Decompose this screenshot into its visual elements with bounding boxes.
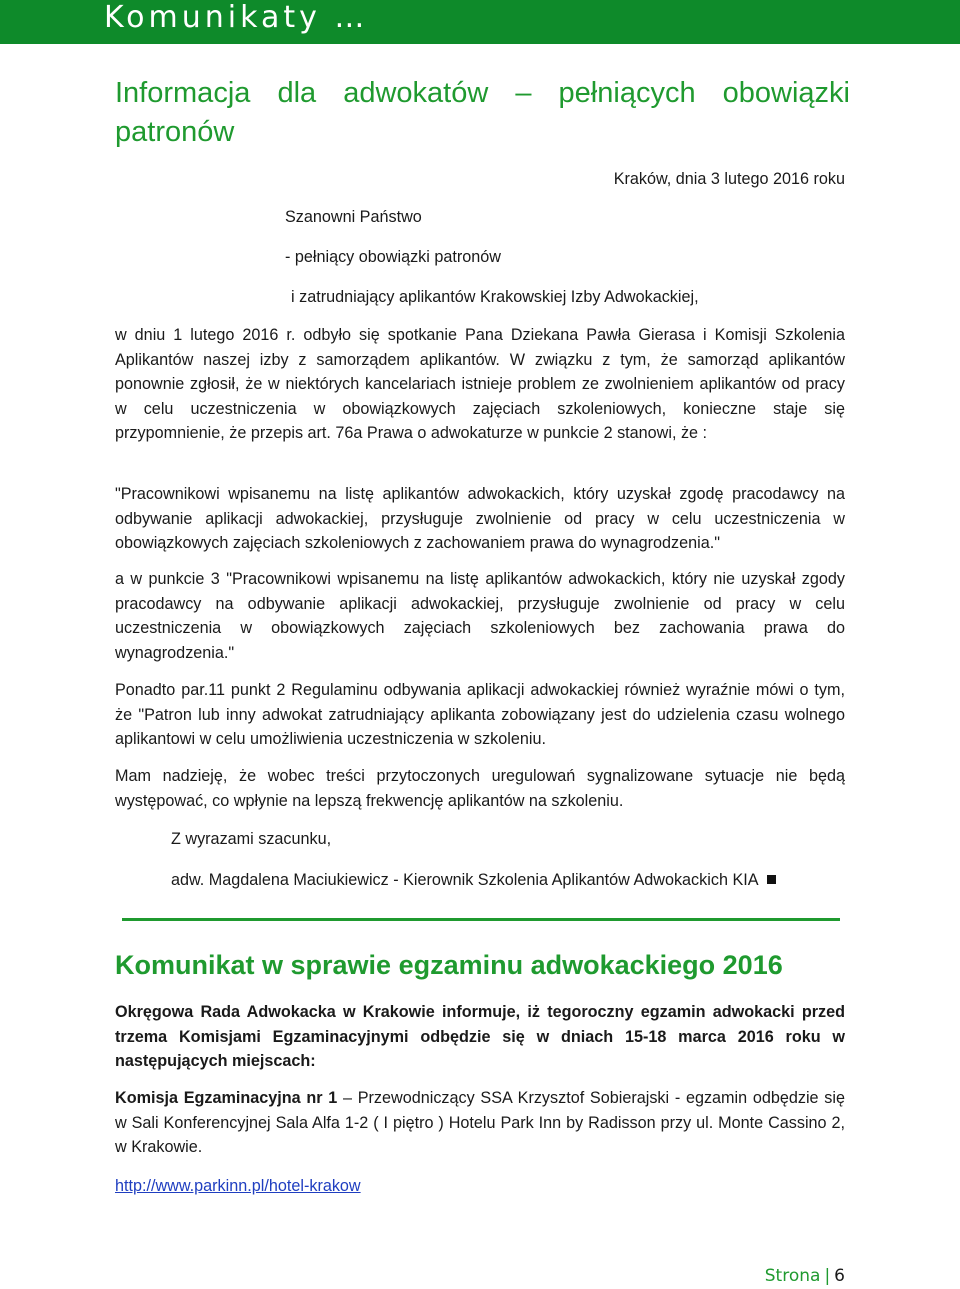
end-mark-icon xyxy=(767,875,776,884)
commission-paragraph xyxy=(115,1086,845,1160)
letter-date: Kraków, dnia 3 lutego 2016 roku xyxy=(613,170,845,188)
signature-text: adw. Magdalena Maciukiewicz - Kierownik Szkolenia Aplikantów Adwokackich KIA xyxy=(171,871,759,889)
article2-title: Komunikat w sprawie egzaminu adwokackiego 2016 xyxy=(115,950,783,980)
commission-label: Komisja Egzaminacyjna nr 1 xyxy=(115,1089,338,1107)
signature-line xyxy=(171,868,776,893)
footer-label: Strona xyxy=(764,1266,821,1286)
header-title: Komunikaty … xyxy=(104,0,369,35)
paragraph-meeting: w dniu 1 lutego 2016 r. odbyło się spotkanie Pana Dziekana Pawła Gierasa i Komisji Szkolenia Aplikantów naszej izby z samorządem aplikantów. W związku z tym, że samorząd aplikantów ponownie zgłosił, że w niektórych kancelariach istnieje problem ze zwolnieniem aplikantów od pracy w celu uczestniczenia w obowiązkowych zajęciach szkoleniowych, konieczne staje się przypomnienie, że przepis art. 76a Prawa o adwokaturze w punkcie 2 stanowi, że : xyxy=(115,326,845,442)
exam-intro: Okręgowa Rada Adwokacka w Krakowie informuje, iż tegoroczny egzamin adwokacki przed trzema Komisjami Egzaminacyjnymi odbędzie się w dniach 15-18 marca 2016 roku w następujących miejscach: xyxy=(115,1003,845,1070)
quote-point-2: "Pracownikowi wpisanemu na listę aplikantów adwokackich, który uzyskał zgodę pracodawcy na odbywanie aplikacji adwokackiej, przysługuje zwolnienie od pracy w celu uczestniczenia w obowiązkowych zajęciach szkoleniowych z zachowaniem prawa do wynagrodzenia." xyxy=(115,485,845,552)
page-number: 6 xyxy=(834,1266,845,1286)
commission-text: – Przewodniczący SSA Krzysztof Sobierajski - egzamin odbędzie się w Sali Konferencyjnej Sala Alfa 1-2 ( I piętro ) Hotelu Park Inn by Radisson przy ul. Monte Cassino 2, w Krakowie. xyxy=(115,1089,845,1156)
section-divider xyxy=(122,918,840,921)
footer-separator: | xyxy=(824,1266,831,1286)
salutation-line2: - pełniący obowiązki patronów xyxy=(285,248,501,266)
paragraph-regulation: Ponadto par.11 punkt 2 Regulaminu odbywania aplikacji adwokackiej również wyraźnie mówi o tym, że "Patron lub inny adwokat zatrudniający aplikanta zobowiązany jest do udzielenia czasu wolnego aplikantowi w celu umożliwienia uczestniczenia w szkoleniu. xyxy=(115,681,845,748)
header-band xyxy=(0,0,960,44)
quote-point-3: a w punkcie 3 "Pracownikowi wpisanemu na listę aplikantów adwokackich, który nie uzyskał zgody pracodawcy na odbywanie aplikacji adwokackiej, przysługuje zwolnienie od pracy w celu uczestniczenia w obowiązkowych zajęciach szkoleniowych bez zachowania prawa do wynagrodzenia." xyxy=(115,570,845,662)
closing-line: Z wyrazami szacunku, xyxy=(171,830,332,848)
hotel-link-row xyxy=(115,1174,361,1199)
salutation-line3: i zatrudniający aplikantów Krakowskiej Izby Adwokackiej, xyxy=(291,288,699,306)
salutation-line1: Szanowni Państwo xyxy=(285,208,422,226)
paragraph-hope: Mam nadzieję, że wobec treści przytoczonych uregulowań sygnalizowane sytuacje nie będą występować, co wpłynie na lepszą frekwencję aplikantów na szkoleniu. xyxy=(115,767,845,810)
page-footer xyxy=(765,1266,845,1286)
article1-title: Informacja dla adwokatów – pełniących obowiązki patronów xyxy=(115,77,850,148)
hotel-link[interactable]: http://www.parkinn.pl/hotel-krakow xyxy=(115,1177,361,1195)
